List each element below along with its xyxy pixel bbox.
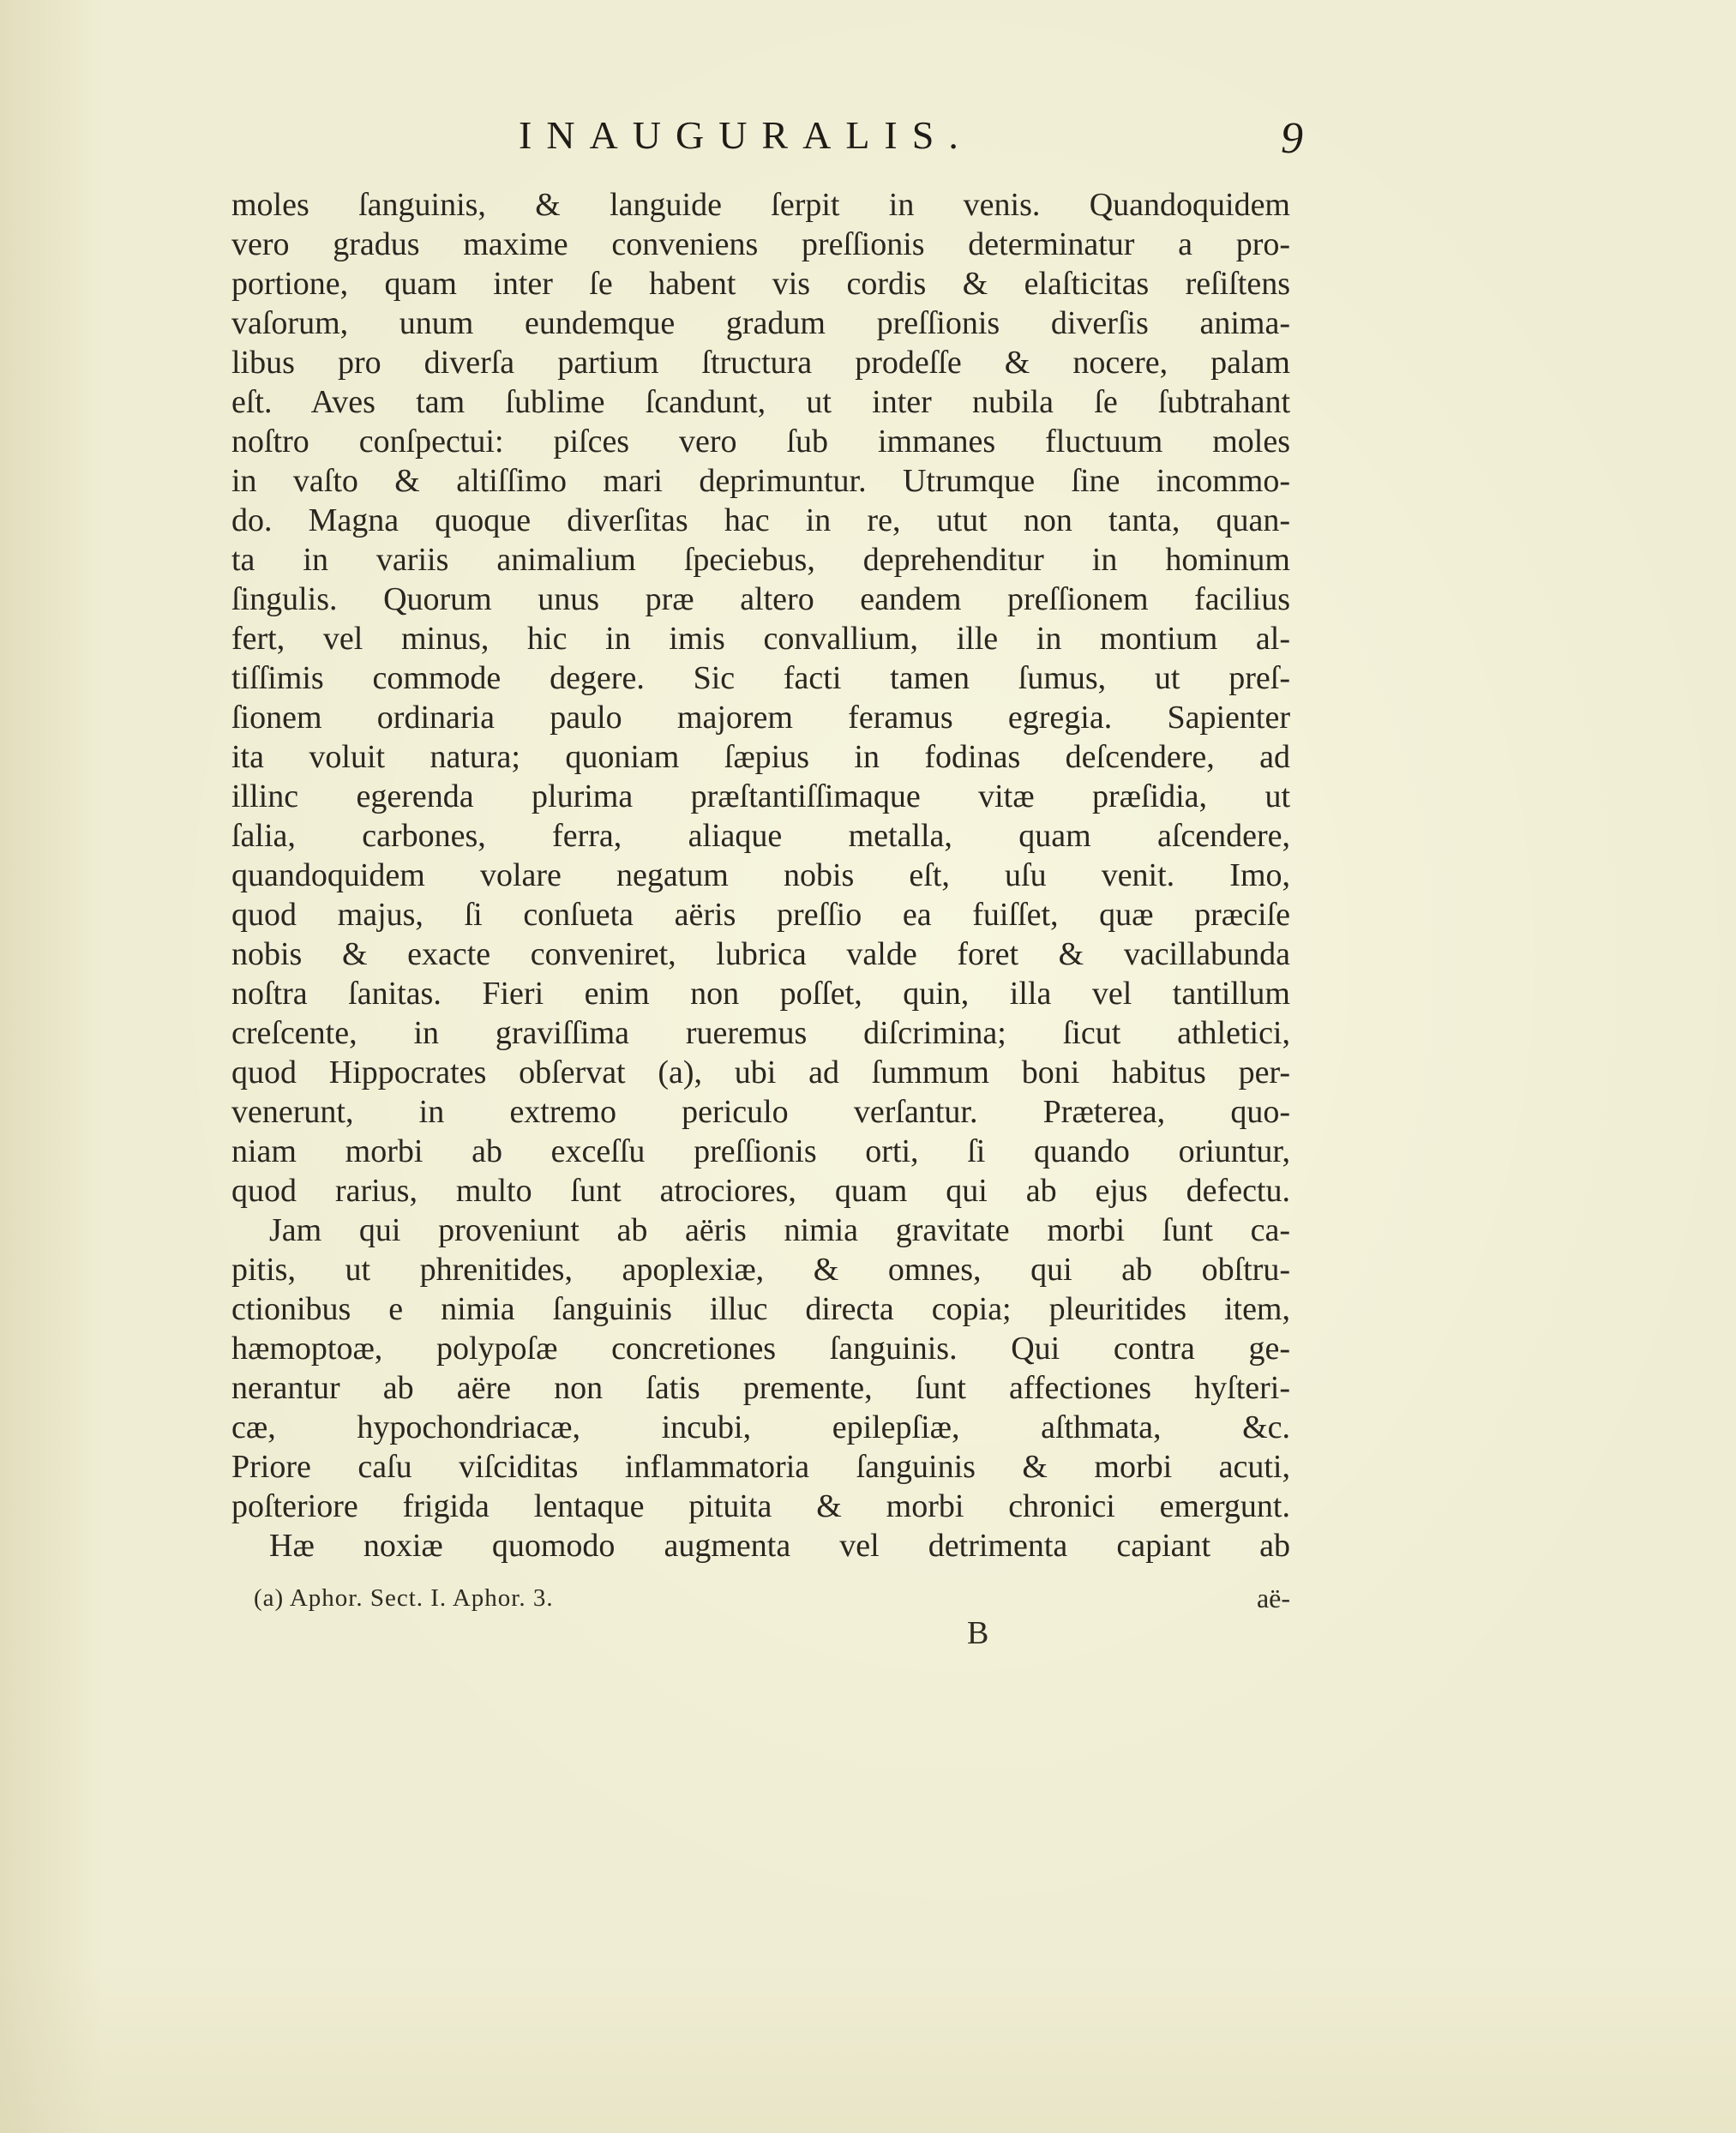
signature-mark: B: [967, 1615, 989, 1651]
text-line: quod majus, ſi conſueta aëris preſſio ea fuiſſet, quæ præciſe: [231, 897, 1290, 933]
text-line: vero gradus maxime conveniens preſſionis determinatur a pro-: [231, 226, 1290, 262]
text-line: ta in variis animalium ſpeciebus, deprehenditur in hominum: [231, 542, 1290, 578]
text-line: libus pro diverſa partium ſtructura prodeſſe & nocere, palam: [231, 345, 1290, 381]
footnote-row: [231, 1579, 1290, 1617]
body-text: [231, 185, 1290, 1565]
catchword: aë-: [1256, 1583, 1290, 1613]
text-line: vaſorum, unum eundemque gradum preſſionis diverſis anima-: [231, 305, 1290, 341]
text-line: moles ſanguinis, & languide ſerpit in venis. Quandoquidem: [231, 187, 1290, 223]
text-line: ſingulis. Quorum unus præ altero eandem preſſionem facilius: [231, 581, 1290, 617]
text-line: niam morbi ab exceſſu preſſionis orti, ſi quando oriuntur,: [231, 1133, 1290, 1169]
text-line: noſtro conſpectui: piſces vero ſub immanes fluctuum moles: [231, 424, 1290, 460]
text-line: ita voluit natura; quoniam ſæpius in fodinas deſcendere, ad: [231, 739, 1290, 775]
text-line: illinc egerenda plurima præſtantiſſimaque vitæ præſidia, ut: [231, 778, 1290, 814]
text-line: pitis, ut phrenitides, apoplexiæ, & omnes, qui ab obſtru-: [231, 1252, 1290, 1288]
text-line: ſionem ordinaria paulo majorem feramus egregia. Sapienter: [231, 700, 1290, 736]
text-line: ſalia, carbones, ferra, aliaque metalla, quam aſcendere,: [231, 818, 1290, 854]
text-line: hæmoptoæ, polypoſæ concretiones ſanguinis. Qui contra ge-: [231, 1331, 1290, 1367]
footnote: (a) Aphor. Sect. I. Aphor. 3.: [254, 1584, 554, 1612]
text-line: quandoquidem volare negatum nobis eſt, uſu venit. Imo,: [231, 857, 1290, 893]
paragraph-start-line: Hæ noxiæ quomodo augmenta vel detrimenta capiant ab: [269, 1528, 1290, 1564]
text-line: creſcente, in graviſſima rueremus diſcrimina; ſicut athletici,: [231, 1015, 1290, 1051]
text-line: quod rarius, multo ſunt atrociores, quam qui ab ejus defectu.: [231, 1173, 1290, 1209]
text-line: eſt. Aves tam ſublime ſcandunt, ut inter nubila ſe ſubtrahant: [231, 384, 1290, 420]
text-line: noſtra ſanitas. Fieri enim non poſſet, quin, illa vel tantillum: [231, 976, 1290, 1012]
running-title: INAUGURALIS.: [519, 113, 973, 157]
text-line: ctionibus e nimia ſanguinis illuc directa copia; pleuritides item,: [231, 1291, 1290, 1327]
text-line: tiſſimis commode degere. Sic facti tamen ſumus, ut preſ-: [231, 660, 1290, 696]
running-head: [231, 101, 1303, 170]
text-line: portione, quam inter ſe habent vis cordis & elaſticitas reſiſtens: [231, 266, 1290, 302]
text-line: nerantur ab aëre non ſatis premente, ſunt affectiones hyſteri-: [231, 1370, 1290, 1406]
paragraph-start-line: Jam qui proveniunt ab aëris nimia gravitate morbi ſunt ca-: [269, 1212, 1290, 1248]
text-line: Priore caſu viſciditas inflammatoria ſanguinis & morbi acuti,: [231, 1449, 1290, 1485]
text-line: fert, vel minus, hic in imis convallium, ille in montium al-: [231, 621, 1290, 657]
text-line: do. Magna quoque diverſitas hac in re, utut non tanta, quan-: [231, 502, 1290, 538]
text-line: nobis & exacte conveniret, lubrica valde foret & vacillabunda: [231, 936, 1290, 972]
text-line: cæ, hypochondriacæ, incubi, epilepſiæ, aſthmata, &c.: [231, 1409, 1290, 1445]
text-line: poſteriore frigida lentaque pituita & morbi chronici emergunt.: [231, 1488, 1290, 1524]
text-line: in vaſto & altiſſimo mari deprimuntur. Utrumque ſine incommo-: [231, 463, 1290, 499]
text-line: venerunt, in extremo periculo verſantur. Præterea, quo-: [231, 1094, 1290, 1130]
text-line: quod Hippocrates obſervat (a), ubi ad ſummum boni habitus per-: [231, 1054, 1290, 1091]
page-number: 9: [1281, 114, 1303, 163]
